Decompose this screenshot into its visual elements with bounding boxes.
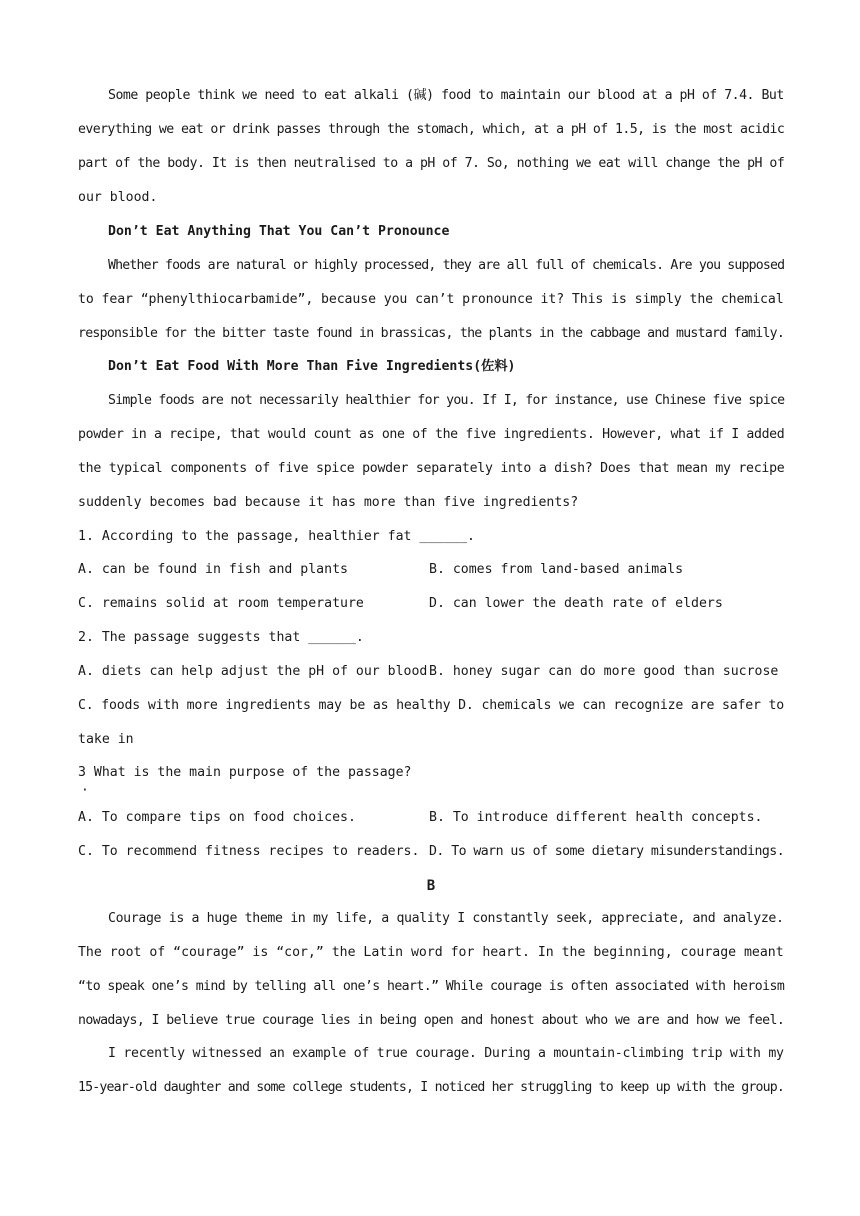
answer-option-a: A. To compare tips on food choices. [78, 810, 356, 825]
answer-option-d: D. To warn us of some dietary misunderstandings. [429, 844, 785, 859]
question-stem: 1. According to the passage, healthier fat ______. [78, 529, 475, 544]
paragraph-line: Courage is a huge theme in my life, a quality I constantly seek, appreciate, and analyze. [108, 911, 784, 926]
answer-options-c-d: C. foods with more ingredients may be as healthy D. chemicals we can recognize are safer to [78, 698, 785, 713]
answer-option-d: D. can lower the death rate of elders [429, 596, 723, 611]
paragraph-line: nowadays, I believe true courage lies in being open and honest about who we are and how we feel. [78, 1013, 785, 1028]
paragraph-line: our blood. [78, 190, 158, 205]
paragraph-line: the typical components of five spice powder separately into a dish? Does that mean my recipe [78, 461, 785, 476]
answer-option-a: A. diets can help adjust the pH of our blood [78, 664, 428, 679]
section-heading: Don’t Eat Anything That You Can’t Pronounce [108, 224, 450, 239]
paragraph-line: I recently witnessed an example of true courage. During a mountain-climbing trip with my [108, 1046, 784, 1061]
answer-option-b: B. honey sugar can do more good than sucrose [429, 664, 779, 679]
paragraph-line: The root of “courage” is “cor,” the Latin word for heart. In the beginning, courage meant [78, 945, 784, 960]
answer-option-c: C. To recommend fitness recipes to readers. [78, 844, 420, 859]
paragraph-line: powder in a recipe, that would count as one of the five ingredients. However, what if I added [78, 427, 785, 442]
answer-option-a: A. can be found in fish and plants [78, 562, 348, 577]
paragraph-line: Whether foods are natural or highly processed, they are all full of chemicals. Are you supposed [108, 258, 785, 273]
answer-option-continuation: take in [78, 732, 134, 747]
question-stem: 3 What is the main purpose of the passage? [78, 765, 412, 780]
section-heading: Don’t Eat Food With More Than Five Ingredients(佐料) [108, 359, 516, 374]
paragraph-line: part of the body. It is then neutralised to a pH of 7. So, nothing we eat will change the pH of [78, 156, 785, 171]
paragraph-line: to fear “phenylthiocarbamide”, because you can’t pronounce it? This is simply the chemical [78, 292, 784, 307]
paragraph-line: responsible for the bitter taste found in brassicas, the plants in the cabbage and mustard family. [78, 326, 785, 341]
paragraph-line: Simple foods are not necessarily healthier for you. If I, for instance, use Chinese five spice [108, 393, 785, 408]
paragraph-line: 15-year-old daughter and some college students, I noticed her struggling to keep up with the group. [78, 1080, 785, 1095]
section-b-heading: B [426, 878, 436, 894]
stray-dot: · [81, 783, 89, 798]
answer-option-b: B. comes from land-based animals [429, 562, 684, 577]
answer-option-b: B. To introduce different health concepts. [429, 810, 763, 825]
paragraph-line: Some people think we need to eat alkali (碱) food to maintain our blood at a pH of 7.4. But [108, 88, 784, 103]
paragraph-line: everything we eat or drink passes through the stomach, which, at a pH of 1.5, is the most acidic [78, 122, 785, 137]
question-stem: 2. The passage suggests that ______. [78, 630, 364, 645]
paragraph-line: suddenly becomes bad because it has more than five ingredients? [78, 495, 579, 510]
paragraph-line: “to speak one’s mind by telling all one’s heart.” While courage is often associated with heroism [78, 979, 785, 994]
answer-option-c: C. remains solid at room temperature [78, 596, 364, 611]
